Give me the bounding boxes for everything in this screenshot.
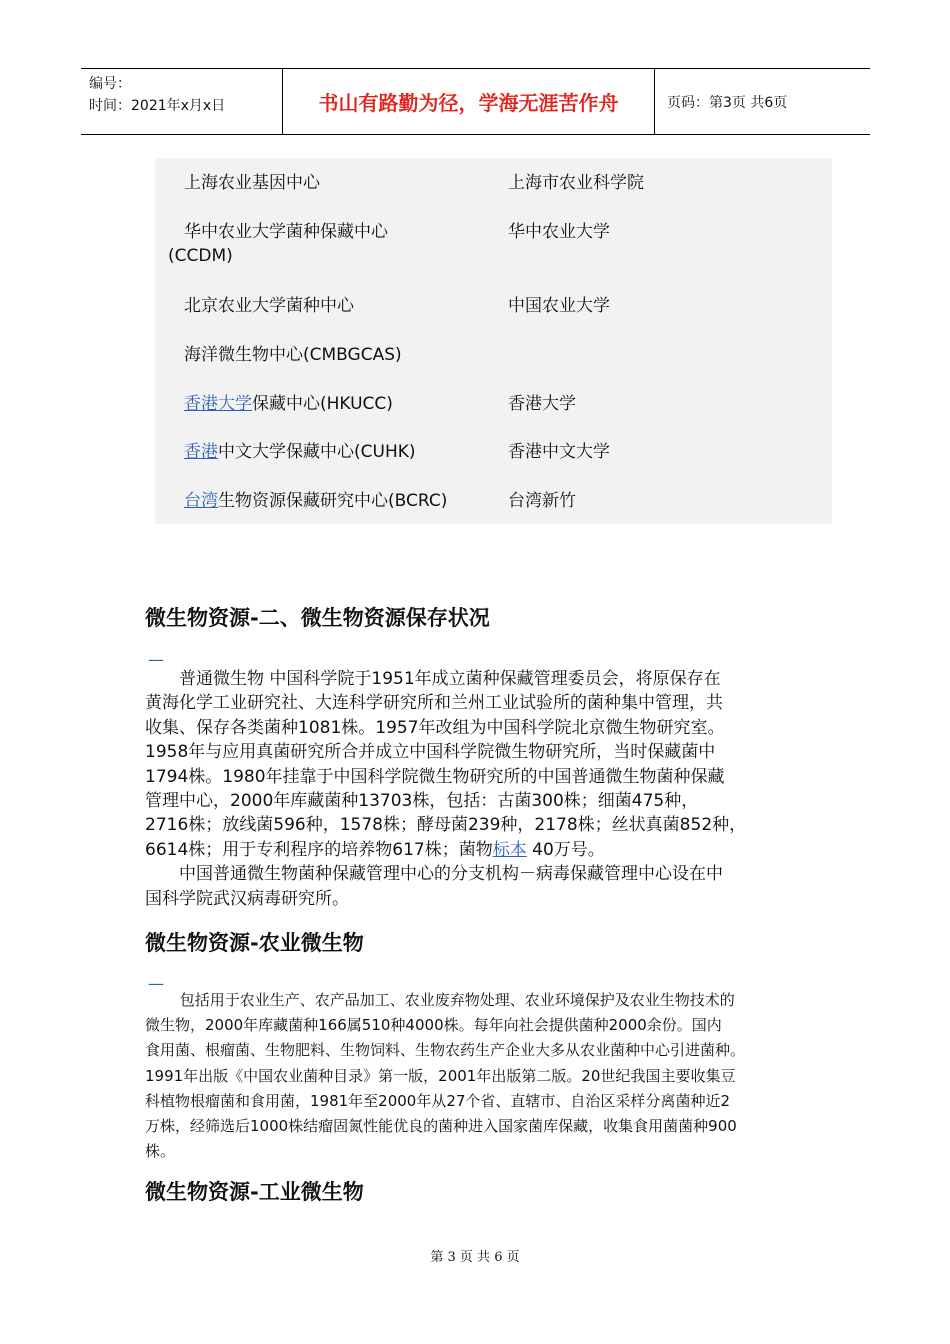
paragraph-line: 收集、保存各类菌种1081株。1957年改组为中国科学院北京微生物研究室。 bbox=[145, 717, 725, 738]
paragraph-line: 1958年与应用真菌研究所合并成立中国科学院微生物研究所，当时保藏菌中 bbox=[145, 742, 716, 763]
institution-host: 香港大学 bbox=[508, 394, 576, 414]
paragraph-line: 中国普通微生物菌种保藏管理中心的分支机构－病毒保藏管理中心设在中 bbox=[145, 864, 723, 885]
hongkong-link[interactable]: 香港 bbox=[184, 442, 218, 462]
institution-host: 华中农业大学 bbox=[508, 222, 610, 242]
section-paragraph bbox=[145, 667, 825, 911]
paragraph-line: 国科学院武汉病毒研究所。 bbox=[145, 888, 349, 909]
institution-host: 中国农业大学 bbox=[508, 296, 610, 316]
paragraph-line: 科植物根瘤菌和食用菌，1981年至2000年从27个省、直辖市、自治区采样分离菌种近2 bbox=[145, 1091, 730, 1110]
paragraph-line bbox=[145, 838, 825, 862]
institution-host: 台湾新竹 bbox=[508, 491, 576, 511]
specimen-link[interactable]: 标本 bbox=[492, 839, 527, 860]
paragraph-line: 普通微生物 中国科学院于1951年成立菌种保藏管理委员会，将原保存在 bbox=[145, 669, 721, 689]
paragraph-line: 1794株。1980年挂靠于中国科学院微生物研究所的中国普通微生物菌种保藏 bbox=[145, 766, 725, 787]
paragraph-line: 株。 bbox=[145, 1142, 176, 1161]
institution-name bbox=[184, 392, 393, 416]
institution-table bbox=[155, 158, 832, 524]
institution-name: 北京农业大学菌种中心 bbox=[184, 296, 354, 316]
section-heading: 微生物资源-农业微生物 bbox=[145, 931, 364, 955]
paragraph-line: 管理中心，2000年库藏菌种13703株，包括：古菌300株；细菌475种， bbox=[145, 791, 699, 812]
page-header bbox=[81, 68, 870, 135]
institution-name bbox=[184, 489, 447, 513]
paragraph-line: 黄海化学工业研究社、大连科学研究所和兰州工业试验所的菌种集中管理，共 bbox=[145, 693, 723, 714]
line-text: 40万号。 bbox=[526, 839, 605, 860]
section-paragraph bbox=[145, 988, 825, 1164]
institution-name-rest: 保藏中心(HKUCC) bbox=[252, 394, 393, 414]
institution-name: 海洋微生物中心(CMBGCAS) bbox=[184, 345, 402, 365]
paragraph-line: 万株，经筛选后1000株结瘤固氮性能优良的菌种进入国家菌库保藏，收集食用菌菌种900 bbox=[145, 1117, 737, 1136]
page-footer: 第 3 页 共 6 页 bbox=[430, 1250, 520, 1265]
dash-link[interactable]: — bbox=[148, 974, 164, 993]
paragraph-line: 2716株；放线菌596种，1578株；酵母菌239种，2178株；丝状真菌852种， bbox=[145, 815, 747, 836]
dash-link[interactable]: — bbox=[148, 650, 164, 669]
institution-name: 华中农业大学菌种保藏中心 bbox=[184, 222, 388, 242]
paragraph-line: 1991年出版《中国农业菌种目录》第一版，2001年出版第二版。20世纪我国主要收集豆 bbox=[145, 1066, 736, 1085]
institution-host: 香港中文大学 bbox=[508, 442, 610, 462]
hku-link[interactable]: 香港大学 bbox=[184, 394, 252, 414]
header-meta bbox=[81, 69, 283, 134]
section-heading: 微生物资源-二、微生物资源保存状况 bbox=[145, 606, 490, 630]
institution-name: 上海农业基因中心 bbox=[184, 173, 320, 193]
line-text: 6614株；用于专利程序的培养物617株；菌物 bbox=[145, 839, 493, 860]
time-label: 时间：2021年x月x日 bbox=[89, 98, 226, 114]
header-page-info: 页码：第3页 共6页 bbox=[667, 94, 788, 111]
header-motto: 书山有路勤为径，学海无涯苦作舟 bbox=[283, 69, 655, 134]
section-heading: 微生物资源-工业微生物 bbox=[145, 1180, 364, 1204]
institution-name-wrap: (CCDM) bbox=[168, 246, 233, 266]
paragraph-line: 包括用于农业生产、农产品加工、农业废弃物处理、农业环境保护及农业生物技术的 bbox=[145, 991, 735, 1009]
institution-name-rest: 中文大学保藏中心(CUHK) bbox=[218, 442, 416, 462]
institution-host: 上海市农业科学院 bbox=[508, 173, 644, 193]
institution-name bbox=[184, 440, 416, 464]
paragraph-line: 微生物，2000年库藏菌种166属510种4000株。每年向社会提供菌种2000余份。国内 bbox=[145, 1016, 722, 1035]
paragraph-line: 食用菌、根瘤菌、生物肥料、生物饲料、生物农药生产企业大多从农业菌种中心引进菌种。 bbox=[145, 1041, 746, 1060]
number-label: 编号： bbox=[89, 76, 131, 92]
institution-name-rest: 生物资源保藏研究中心(BCRC) bbox=[218, 491, 448, 511]
taiwan-link[interactable]: 台湾 bbox=[184, 491, 218, 511]
